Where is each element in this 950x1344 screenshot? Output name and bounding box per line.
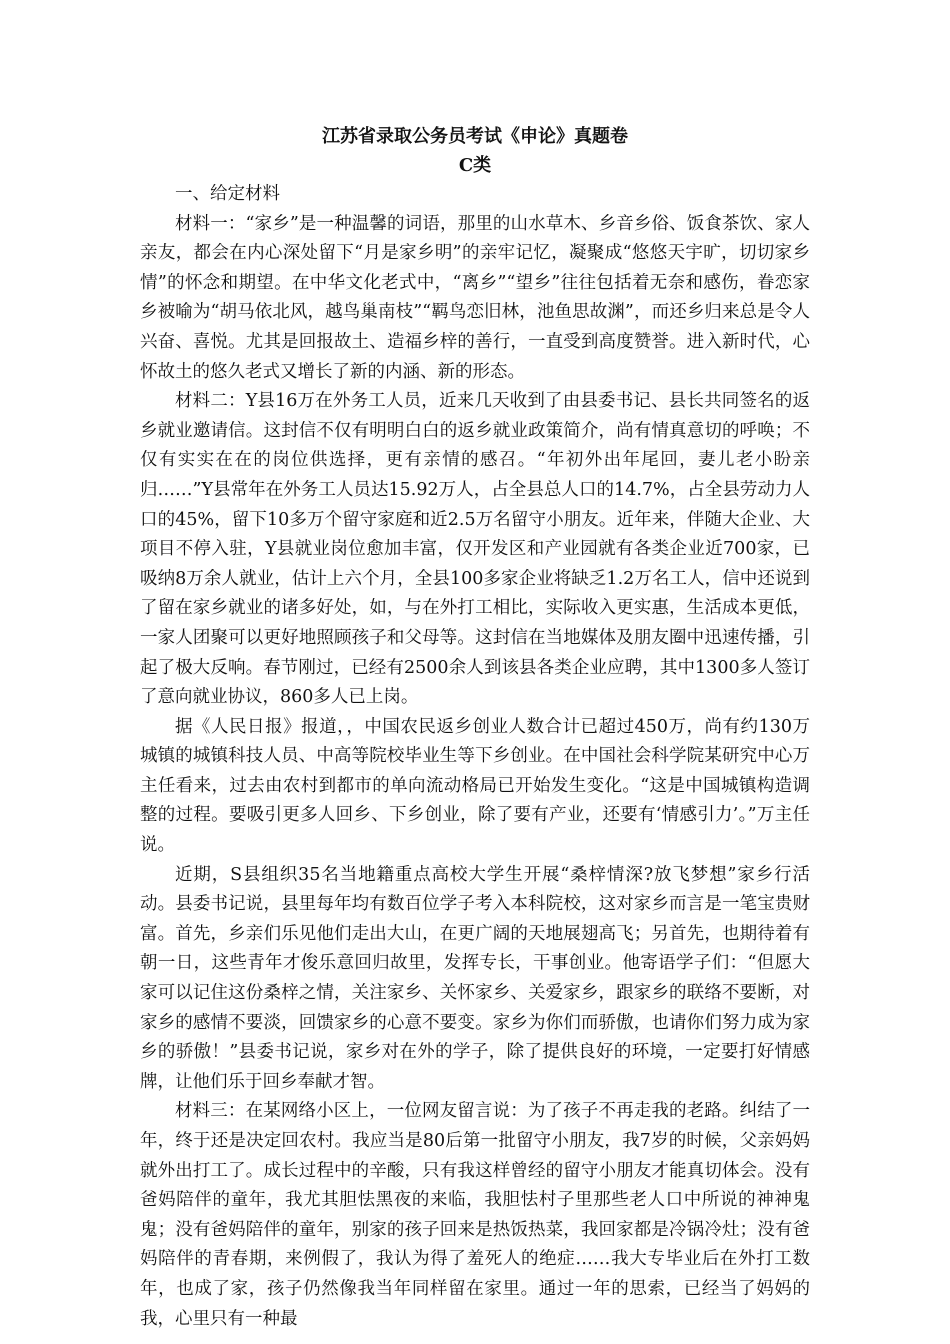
paragraph-peoples-daily: 据《人民日报》报道，，中国农民返乡创业人数合计已超过450万，尚有约130万城镇的城镇科技人员、中高等院校毕业生等下乡创业。在中国社会科学院某研究中心万主任看来，过去由农村到都市的单向流动格局已开始发生变化。“这是中国城镇构造调整的过程。要吸引更多人回乡、下乡创业，除了要有产业，还要有‘情感引力’。”万主任说。 xyxy=(140,716,810,856)
document-body xyxy=(140,122,810,1334)
paragraph-s-county: 近期，S县组织35名当地籍重点高校大学生开展“桑梓情深?放飞梦想”家乡行活动。县委书记说，县里每年均有数百位学子考入本科院校，这对家乡而言是一笔宝贵财富。首先，乡亲们乐见他们走出大山，在更广阔的天地展翅高飞；另首先，也期待着有朝一日，这些青年才俊乐意回归故里，发挥专长，干事创业。他寄语学子们：“但愿大家可以记住这份桑梓之情，关注家乡、关怀家乡、关爱家乡，跟家乡的联络不要断，对家乡的感情不要淡，回馈家乡的心意不要变。家乡为你们而骄傲，也请你们努力成为家乡的骄傲！”县委书记说，家乡对在外的学子，除了提供良好的环境，一定要打好情感牌，让他们乐于回乡奉献才智。 xyxy=(140,864,810,1092)
document-subtitle: C类 xyxy=(458,155,492,176)
document-title: 江苏省录取公务员考试《申论》真题卷 xyxy=(322,126,628,147)
paragraph-material-1: 材料一：“家乡”是一种温馨的词语，那里的山水草木、乡音乡俗、饭食茶饮、家人亲友，都会在内心深处留下“月是家乡明”的亲牢记忆，凝聚成“悠悠天宇旷，切切家乡情”的怀念和期望。在中华文化老式中，“离乡”“望乡”往往包括着无奈和感伤，眷恋家乡被喻为“胡马依北风，越鸟巢南枝”“羁鸟恋旧林，池鱼思故渊”，而还乡归来总是令人兴奋、喜悦。尤其是回报故土、造福乡梓的善行，一直受到高度赞誉。进入新时代，心怀故土的悠久老式又增长了新的内涵、新的形态。 xyxy=(140,213,810,382)
paragraph-material-2: 材料二：Y县16万在外务工人员，近来几天收到了由县委书记、县长共同签名的返乡就业邀请信。这封信不仅有明明白白的返乡就业政策简介，尚有情真意切的呼唤；不仅有实实在在的岗位供选择，更有亲情的感召。“年初外出年尾回，妻儿老小盼亲归……”Y县常年在外务工人员达15.92万人，占全县总人口的14.7%，占全县劳动力人口的45%，留下10多万个留守家庭和近2.5万名留守小朋友。近年来，伴随大企业、大项目不停入驻，Y县就业岗位愈加丰富，仅开发区和产业园就有各类企业近700家，已吸纳8万余人就业，估计上六个月，全县100多家企业将缺乏1.2万名工人，信中还说到了留在家乡就业的诸多好处，如，与在外打工相比，实际收入更实惠，生活成本更低，一家人团聚可以更好地照顾孩子和父母等。这封信在当地媒体及朋友圈中迅速传播，引起了极大反响。春节刚过，已经有2500余人到该县各类企业应聘，其中1300多人签订了意向就业协议，860多人已上岗。 xyxy=(140,391,810,708)
paragraph-material-3: 材料三：在某网络小区上，一位网友留言说：为了孩子不再走我的老路。纠结了一年，终于还是决定回农村。我应当是80后第一批留守小朋友，我7岁的时候，父亲妈妈就外出打工了。成长过程中的辛酸，只有我这样曾经的留守小朋友才能真切体会。没有爸妈陪伴的童年，我尤其胆怯黑夜的来临，我胆怯村子里那些老人口中所说的神神鬼鬼；没有爸妈陪伴的童年，别家的孩子回来是热饭热菜，我回家都是冷锅冷灶；没有爸妈陪伴的青春期，来例假了，我认为得了羞死人的绝症……我大专毕业后在外打工数年，也成了家，孩子仍然像我当年同样留在家里。通过一年的思索，已经当了妈妈的我，心里只有一种最 xyxy=(140,1101,810,1329)
section-heading: 一、给定材料 xyxy=(175,184,280,204)
